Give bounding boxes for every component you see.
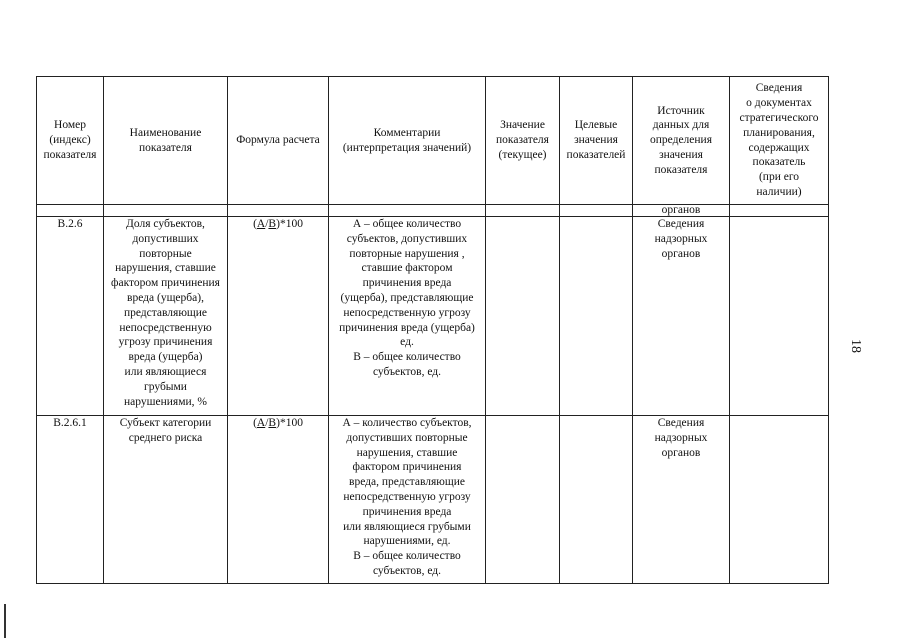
row-source: Сведения надзорных органов — [633, 416, 730, 584]
row-source: Сведения надзорных органов — [633, 217, 730, 416]
table-row — [37, 416, 829, 584]
header-comments: Комментарии (интерпретация значений) — [329, 77, 486, 205]
header-row — [37, 77, 829, 205]
row-name: Доля субъектов, допустивших повторные нарушения, ставшие фактором причинения вреда (ущерба), представляющие непосредственную угрозу причинения вреда (ущерба) или являющиеся грубыми нарушениями, % — [104, 217, 228, 416]
row-number: В.2.6 — [37, 217, 104, 416]
continuation-row — [37, 205, 829, 217]
scan-edge-mark — [4, 604, 6, 638]
row-formula: (A/B)*100 — [228, 217, 329, 416]
header-number: Номер (индекс) показателя — [37, 77, 104, 205]
row-comment: А – количество субъектов, допустивших повторные нарушения, ставшие фактором причинения вреда, представляющие непосредственную угрозу причинения вреда или являющиеся грубыми нарушениями, ед. В – общее количество субъектов, ед. — [329, 416, 486, 584]
row-name: Субъект категории среднего риска — [104, 416, 228, 584]
header-documents: Сведения о документах стратегического планирования, содержащих показатель (при его наличии) — [730, 77, 829, 205]
row-target-value — [560, 217, 633, 416]
row-number: В.2.6.1 — [37, 416, 104, 584]
row-formula: (A/B)*100 — [228, 416, 329, 584]
header-data-source: Источник данных для определения значения показателя — [633, 77, 730, 205]
indicators-table — [36, 76, 829, 584]
row-documents — [730, 416, 829, 584]
header-current-value: Значение показателя (текущее) — [486, 77, 560, 205]
header-target-values: Целевые значения показателей — [560, 77, 633, 205]
header-formula: Формула расчета — [228, 77, 329, 205]
continuation-text: органов — [633, 205, 730, 217]
row-current-value — [486, 416, 560, 584]
table-row — [37, 217, 829, 416]
row-current-value — [486, 217, 560, 416]
row-documents — [730, 217, 829, 416]
page-number: 18 — [848, 339, 863, 353]
row-target-value — [560, 416, 633, 584]
header-name: Наименование показателя — [104, 77, 228, 205]
row-comment: А – общее количество субъектов, допустивших повторные нарушения , ставшие фактором причинения вреда (ущерба), представляющие непосредственную угрозу причинения вреда (ущерба) ед. В – общее количество субъектов, ед. — [329, 217, 486, 416]
